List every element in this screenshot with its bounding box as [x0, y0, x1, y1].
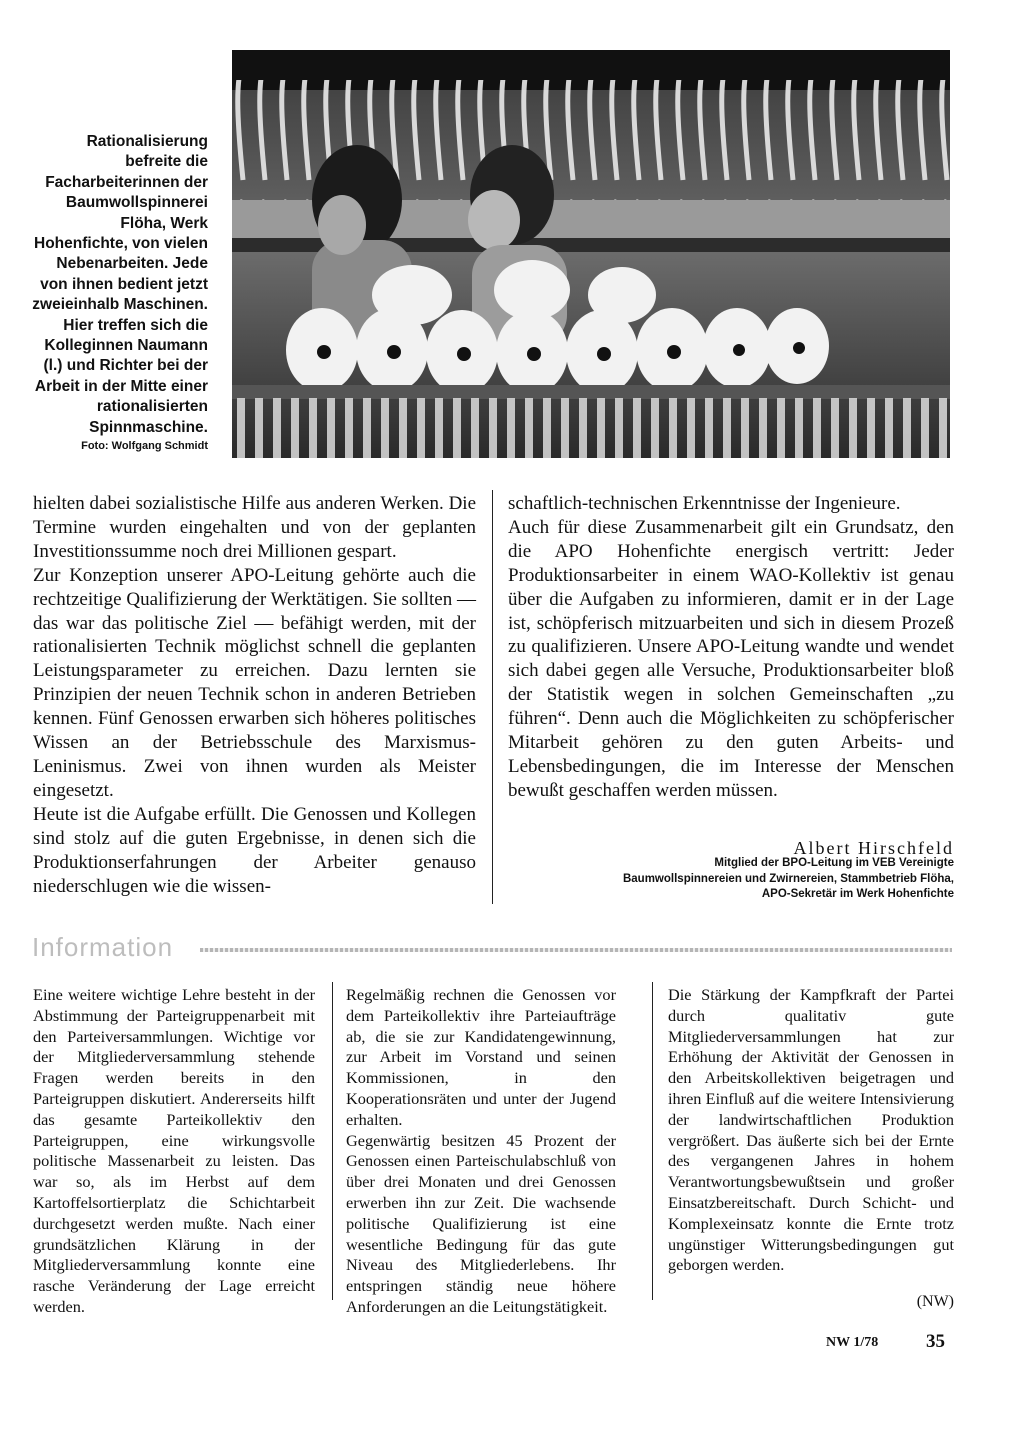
column-divider [492, 490, 493, 904]
article-paragraph: Auch für diese Zusammenarbeit gilt ein Grundsatz, den die APO Hohenfichte energisch vertritt: Jeder Produktionsarbeiter in einem WAO-Kollektiv ist genau über die Aufgaben zu informieren, damit er in der Lage ist, schöpferisch mitzuarbeiten und sich in diesem Prozeß zu qualifizieren. Unsere APO-Leitung wandte und wendet sich dabei gegen alle Versuche, Produktionsarbeiter bloß der Statistik wegen in solchen Gemeinschaften „zu führen“. Denn auch die Möglichkeiten zu schöpferischer Mitarbeit gehören zu den guten Arbeits- und Lebensbedingungen, die im Interesse der Menschen bewußt geschaffen werden müssen. [508, 516, 954, 801]
article-column-left [33, 492, 476, 898]
information-signature: (NW) [916, 1293, 954, 1310]
article-paragraph: hielten dabei sozialistische Hilfe aus anderen Werken. Die Termine wurden eingehalten und von der geplanten Investitionssumme noch drei Millionen gespart. [33, 493, 476, 562]
photo-caption: Rationalisierung befreite die Facharbeiterinnen der Baumwollspinnerei Flöha, Werk Hohenfichte, von vielen Nebenarbeiten. Jede von ihnen bedient jetzt zweieinhalb Maschinen. Hier treffen sich die Kolleginnen Naumann (l.) und Richter bei der Arbeit in der Mitte einer rationalisierten Spinnmaschine. [32, 133, 208, 436]
author-role [508, 856, 954, 903]
column-divider [332, 982, 333, 1300]
information-column-2 [346, 985, 616, 1318]
column-divider [652, 982, 653, 1300]
information-heading: Information [32, 932, 174, 962]
information-paragraph: Die Stärkung der Kampfkraft der Partei durch qualitativ gute Mitgliederversammlungen hat zur Erhöhung der Aktivität der Genossen in den Arbeitskollektiven beigetragen und ihren Einfluß auf die weitere Intensivierung der landwirtschaftlichen Produktion vergrößert. Das äußerte sich bei der Ernte des vergangenen Jahres in hohem Verantwortungsbewußtsein und großer Einsatzbereitschaft. Durch Schicht- und Komplexeinsatz konnte die Ernte trotz ungünstiger Witterungsbedingungen gut geborgen werden. [668, 985, 954, 1275]
author-name: Albert Hirschfeld [793, 838, 954, 858]
article-column-right [508, 492, 954, 803]
issue-number: NW 1/78 [826, 1335, 879, 1350]
author-role-line: Mitglied der BPO-Leitung im VEB Vereinigte [714, 857, 954, 869]
information-paragraph: Gegenwärtig besitzen 45 Prozent der Genossen einen Parteischulabschluß von über drei Monaten und drei Genossen erwerben ihn zur Zeit. Die wachsende politische Qualifizierung ist eine wesentliche Bedingung für das gute Niveau des Mitgliederlebens. Ihr entspringen ständig neue höhere Anforderungen an die Leitungstätigkeit. [346, 1130, 616, 1316]
information-paragraph: Eine weitere wichtige Lehre besteht in der Abstimmung der Parteigruppenarbeit mit den Parteiversammlungen. Wichtige vor der Mitgliederversammlung stehende Fragen werden bereits in den Parteigruppen diskutiert. Andererseits hilft das gesamte Parteikollektiv den Parteigruppen, eine wirkungsvolle politische Massenarbeit zu leisten. Das war so, als im Herbst auf dem Kartoffelsortierplatz die Schichtarbeit durchgesetzt werden mußte. Nach einer grundsätzlichen Klärung in der Mitgliederversammlung konnte eine rasche Veränderung der Lage erreicht werden. [33, 985, 315, 1316]
article-paragraph: Zur Konzeption unserer APO-Leitung gehörte auch die rechtzeitige Qualifizierung der Werktätigen. Sie sollten — das war das politische Ziel — befähigt werden, mit der rationalisierten Technik möglichst schnell die geplanten Leistungsparameter zu erreichen. Dazu lernten sie Prinzipien der neuen Technik schon in anderen Betrieben kennen. Fünf Genossen erwarben sich höheres politisches Wissen an der Betriebsschule des Marxismus-Leninismus. Zwei von ihnen wurden als Meister eingesetzt. [33, 564, 476, 801]
information-column-1 [33, 985, 315, 1318]
photo-illustration [232, 50, 950, 458]
information-rule [200, 948, 952, 952]
author-role-line: APO-Sekretär im Werk Hohenfichte [761, 888, 954, 900]
spinning-machine-photo [232, 50, 950, 458]
page-number: 35 [926, 1331, 945, 1352]
article-paragraph: schaftlich-technischen Erkenntnisse der Ingenieure. [508, 493, 901, 514]
information-paragraph: Regelmäßig rechnen die Genossen vor dem Parteikollektiv ihre Parteiaufträge ab, die sie zur Kandidatengewinnung, zur Arbeit im Vorstand und seinen Kommissionen, in den Kooperationsräten und unter der Jugend erhalten. [346, 985, 616, 1129]
photo-credit: Foto: Wolfgang Schmidt [81, 440, 208, 452]
article-paragraph: Heute ist die Aufgabe erfüllt. Die Genossen und Kollegen sind stolz auf die guten Ergebnisse, in denen sich die Produktionserfahrungen der Arbeiter genauso niederschlugen wie die wissen- [33, 803, 476, 897]
author-role-line: Baumwollspinnereien und Zwirnereien, Stammbetrieb Flöha, [622, 872, 954, 885]
information-column-3 [668, 985, 954, 1276]
